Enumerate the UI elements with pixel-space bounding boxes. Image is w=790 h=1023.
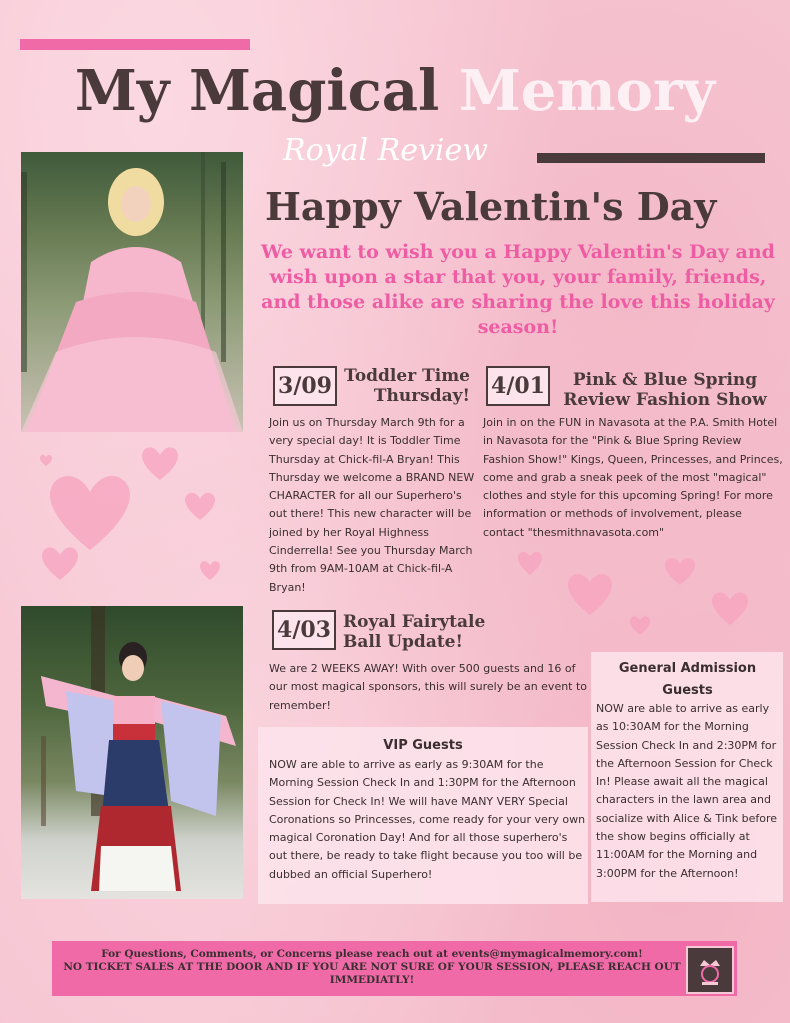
event-title-line: Royal Fairytale bbox=[343, 612, 486, 632]
event-title-line: Toddler Time bbox=[344, 366, 470, 386]
event-title-line: Review Fashion Show bbox=[563, 390, 767, 410]
general-admission-text: NOW are able to arrive as early as 10:30AM for the Morning Session Check In and 2:30PM for the Afternoon Session for Check In! Please await all the magical characters in the lawn area and socialize with Alice & Tink before the show begins officially at 11:00AM for the Morning and 3:00PM for the Afternoon! bbox=[596, 702, 777, 880]
footer-notice-line: NO TICKET SALES AT THE DOOR AND IF YOU ARE NOT SURE OF YOUR SESSION, PLEASE REACH OUT IMMEDIATLY! bbox=[63, 961, 681, 986]
valentine-heading: Happy Valentin's Day bbox=[265, 184, 717, 229]
vip-guests-title: VIP Guests bbox=[383, 738, 463, 753]
event-description: Join in on the FUN in Navasota at the P.A. Smith Hotel in Navasota for the "Pink & Blue Spring Review Fashion Show!" Kings, Queen, Princesses, and Princes, come and grab a sneak peek of the most "magical" clothes and style for this upcoming Spring! For more information or methods of involvement, please contact "thesmithnavasota.com" bbox=[483, 416, 783, 539]
event-title-line: Pink & Blue Spring bbox=[572, 370, 758, 390]
event-title bbox=[342, 366, 470, 406]
event-title-line: Ball Update! bbox=[343, 632, 463, 652]
general-admission-title: General Admission Guests bbox=[618, 661, 757, 698]
event-description: Join us on Thursday March 9th for a very special day! It is Toddler Time Thursday at Chick-fil-A Bryan! This Thursday we welcome a BRAND NEW CHARACTER for all our Superhero's out there! This new character will be joined by her Royal Highness Cinderrella! See you Thursday March 9th from 9AM-10AM at Chick-fil-A Bryan! bbox=[269, 416, 475, 594]
footer-text bbox=[62, 948, 682, 987]
wish-message: We want to wish you a Happy Valentin's Day and wish upon a star that you, your family, friends, and those alike are sharing the love this holiday season! bbox=[261, 241, 775, 338]
event-date-box: 4/01 bbox=[486, 366, 550, 406]
event-title bbox=[343, 612, 493, 652]
princess-pink-gown-photo bbox=[21, 152, 243, 432]
warrior-princess-photo bbox=[21, 606, 243, 899]
event-date-box: 4/03 bbox=[272, 610, 336, 650]
title-part-light: Memory bbox=[458, 58, 716, 124]
main-title bbox=[0, 58, 790, 124]
event-title-line: Thursday! bbox=[373, 386, 470, 406]
hearts-decoration-right bbox=[480, 545, 770, 645]
hearts-decoration-left bbox=[30, 440, 260, 600]
brand-logo bbox=[686, 946, 734, 994]
event-title bbox=[560, 370, 770, 410]
event-date-box: 3/09 bbox=[273, 366, 337, 406]
vip-guests-text: NOW are able to arrive as early as 9:30AM for the Morning Session Check In and 1:30PM for the Afternoon Session for Check In! We will have MANY VERY Special Coronations so Princesses, come ready for your very own magical Coronation Day! And for all those superhero's out there, be ready to take flight because you too will be dubbed an official Superhero! bbox=[269, 758, 586, 881]
crown-logo-icon bbox=[692, 952, 728, 988]
subtitle-accent-bar bbox=[537, 153, 765, 163]
event-description: We are 2 WEEKS AWAY! With over 500 guests and 16 of our most magical sponsors, this will surely be an event to remember! bbox=[269, 662, 588, 712]
top-accent-bar bbox=[20, 39, 250, 50]
subtitle-script: Royal Review bbox=[283, 133, 488, 168]
footer-contact-line: For Questions, Comments, or Concerns please reach out at events@mymagicalmemory.com! bbox=[101, 948, 643, 960]
title-part-dark: My Magical bbox=[74, 58, 440, 124]
